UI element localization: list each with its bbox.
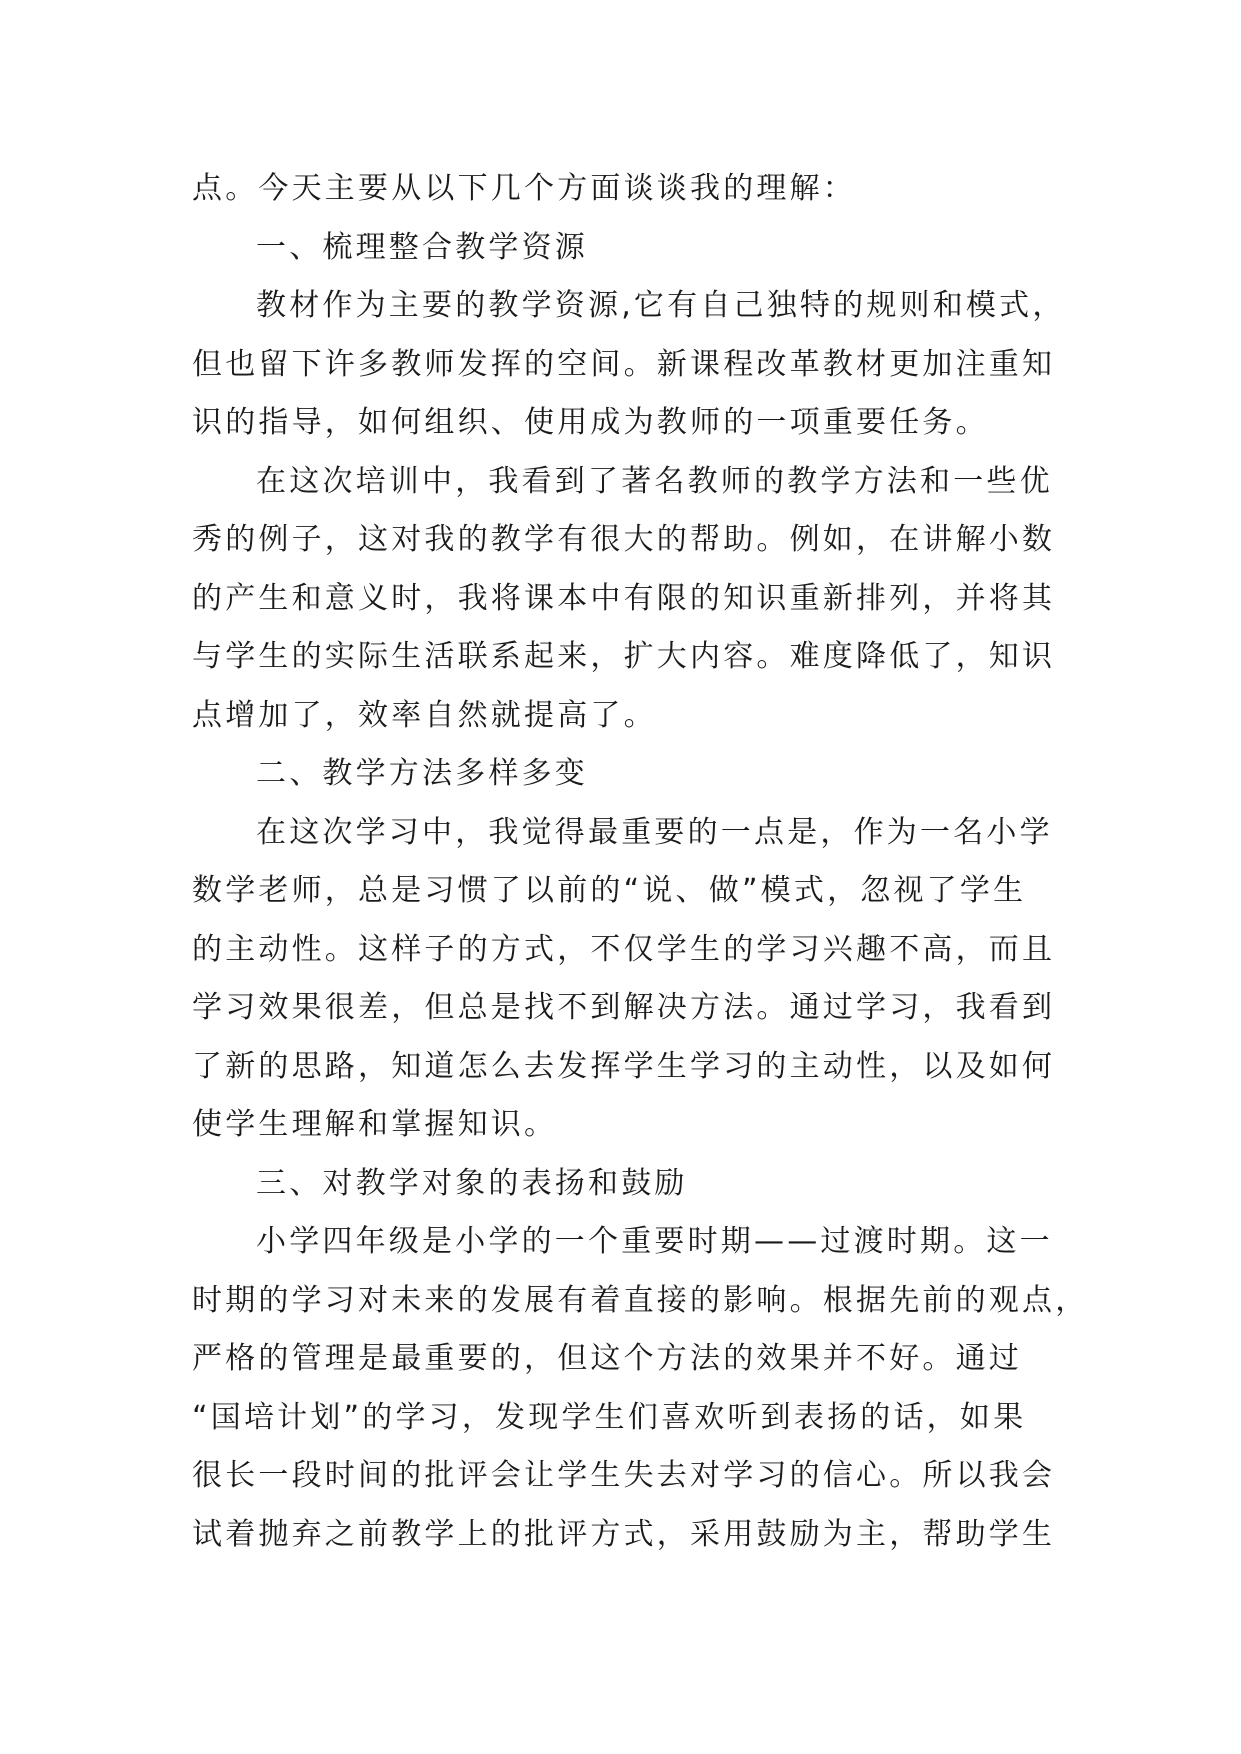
text-line: 秀的例子，这对我的教学有很大的帮助。例如，在讲解小数 <box>192 522 1056 557</box>
text-line: 小学四年级是小学的一个重要时期——过渡时期。这一 <box>256 1224 1053 1259</box>
body-text <box>192 160 1092 1564</box>
section-heading-2: 二、教学方法多样多变 <box>256 756 588 791</box>
text-line: 使学生理解和掌握知识。 <box>192 1107 558 1142</box>
text-line: 但也留下许多教师发挥的空间。新课程改革教材更加注重知 <box>192 346 1056 382</box>
text-line: 在这次学习中，我觉得最重要的一点是，作为一名小学 <box>256 814 1053 850</box>
text-line: 学习效果很差，但总是找不到解决方法。通过学习，我看到 <box>192 990 1056 1025</box>
text-line: 数学老师，总是习惯了以前的“说、做”模式，忽视了学生 <box>192 873 1027 908</box>
text-line: 点。今天主要从以下几个方面谈谈我的理解： <box>192 171 856 206</box>
text-line: 很长一段时间的批评会让学生失去对学习的信心。所以我会 <box>192 1458 1056 1493</box>
section-heading-3: 三、对教学对象的表扬和鼓励 <box>256 1165 688 1201</box>
text-line: 时期的学习对未来的发展有着直接的影响。根据先前的观点， <box>192 1282 1089 1318</box>
text-line: 与学生的实际生活联系起来，扩大内容。难度降低了，知识 <box>192 639 1056 674</box>
text-line: 的产生和意义时，我将课本中有限的知识重新排列，并将其 <box>192 580 1056 616</box>
text-line: 在这次培训中，我看到了著名教师的教学方法和一些优 <box>256 463 1053 499</box>
text-line: 了新的思路，知道怎么去发挥学生学习的主动性，以及如何 <box>192 1048 1056 1084</box>
text-line: 点增加了，效率自然就提高了。 <box>192 697 657 733</box>
text-line: 教材作为主要的教学资源,它有自己独特的规则和模式， <box>256 288 1066 323</box>
text-line: 试着抛弃之前教学上的批评方式，采用鼓励为主，帮助学生 <box>192 1516 1056 1552</box>
section-heading-1: 一、梳理整合教学资源 <box>256 229 588 265</box>
text-line: 识的指导，如何组织、使用成为教师的一项重要任务。 <box>192 405 989 440</box>
text-line: 的主动性。这样子的方式，不仅学生的学习兴趣不高，而且 <box>192 931 1056 967</box>
text-line: 严格的管理是最重要的，但这个方法的效果并不好。通过 <box>192 1341 1022 1376</box>
text-line: “国培计划”的学习，发现学生们喜欢听到表扬的话，如果 <box>192 1399 1027 1435</box>
